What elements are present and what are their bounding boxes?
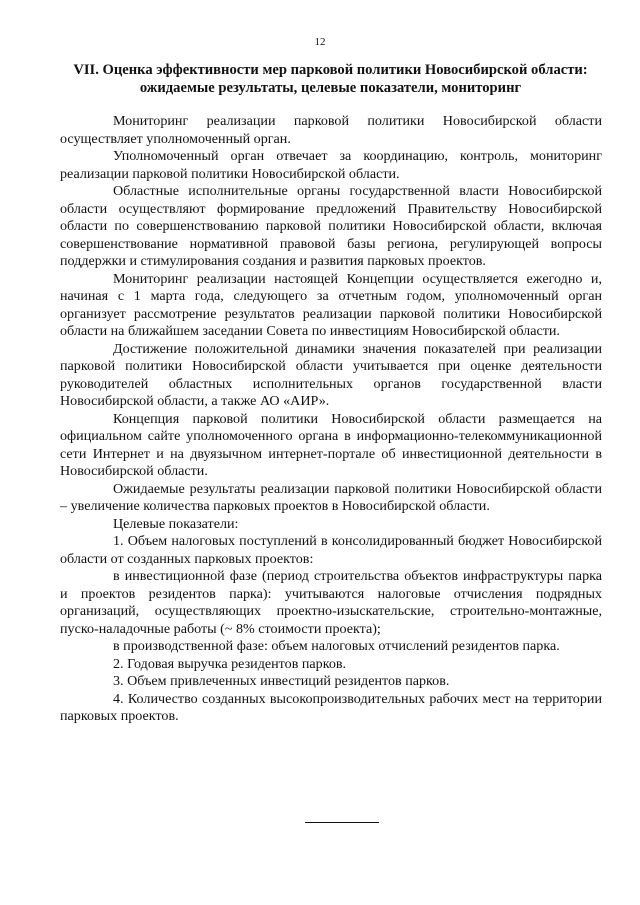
body-text (60, 113, 602, 726)
paragraph-monitoring-body: Мониторинг реализации парковой политики Новосибирской области осуществляет уполномоченный орган. (60, 113, 602, 147)
indicator-1-investment-phase: в инвестиционной фазе (период строительства объектов инфраструктуры парка и проектов резидентов парка): учитываются налоговые отчисления подрядных организаций, осуществляющих проектно-изыскательские, строительно-монтажные, пуско-наладочные работы (~ 8% стоимости проекта); (60, 568, 602, 637)
paragraph-performance-evaluation: Достижение положительной динамики значения показателей при реализации парковой политики Новосибирской области учитывается при оценке деятельности руководителей областных исполнительных органов государственной власти Новосибирской области, а также АО «АИР». (60, 340, 602, 409)
paragraph-annual-monitoring: Мониторинг реализации настоящей Концепции осуществляется ежегодно и, начиная с 1 марта года, следующего за отчетным годом, уполномоченный орган организует рассмотрение результатов реализации парковой политики Новосибирской области на ближайшем заседании Совета по инвестициям Новосибирской области. (60, 270, 602, 339)
paragraph-executive-bodies: Областные исполнительные органы государственной власти Новосибирской области осуществляют формирование предложений Правительству Новосибирской области по совершенствованию парковой политики Новосибирской области, включая совершенствование нормативной правовой базы региона, регулирующей вопросы поддержки и стимулирования создания и развития парковых проектов. (60, 183, 602, 269)
end-of-document-rule (305, 822, 379, 823)
indicator-1-tax-revenue: 1. Объем налоговых поступлений в консолидированный бюджет Новосибирской области от созданных парковых проектов: (60, 533, 602, 567)
indicator-2-annual-revenue: 2. Годовая выручка резидентов парков. (113, 655, 347, 672)
paragraph-publication: Концепция парковой политики Новосибирской области размещается на официальном сайте уполномоченного органа в информационно-телекоммуникационной сети Интернет и на двуязычном интернет-портале об инвестиционной деятельности в Новосибирской области. (60, 410, 602, 479)
section-heading-line-2: ожидаемые результаты, целевые показатели, мониторинг (139, 79, 522, 96)
paragraph-expected-results: Ожидаемые результаты реализации парковой политики Новосибирской области – увеличение количества парковых проектов в Новосибирской области. (60, 480, 602, 514)
paragraph-target-indicators-label: Целевые показатели: (113, 515, 239, 532)
indicator-4-jobs-created: 4. Количество созданных высокопроизводительных рабочих мест на территории парковых проектов. (60, 690, 602, 724)
indicator-3-attracted-investments: 3. Объем привлеченных инвестиций резидентов парков. (113, 673, 450, 689)
paragraph-authorized-body-role: Уполномоченный орган отвечает за координацию, контроль, мониторинг реализации парковой политики Новосибирской области. (60, 148, 602, 182)
section-heading (58, 62, 603, 97)
section-heading-line-1: VII. Оценка эффективности мер парковой политики Новосибирской области: (73, 62, 588, 78)
page-number: 12 (314, 36, 326, 48)
indicator-1-production-phase: в производственной фазе: объем налоговых отчислений резидентов парка. (113, 638, 560, 654)
